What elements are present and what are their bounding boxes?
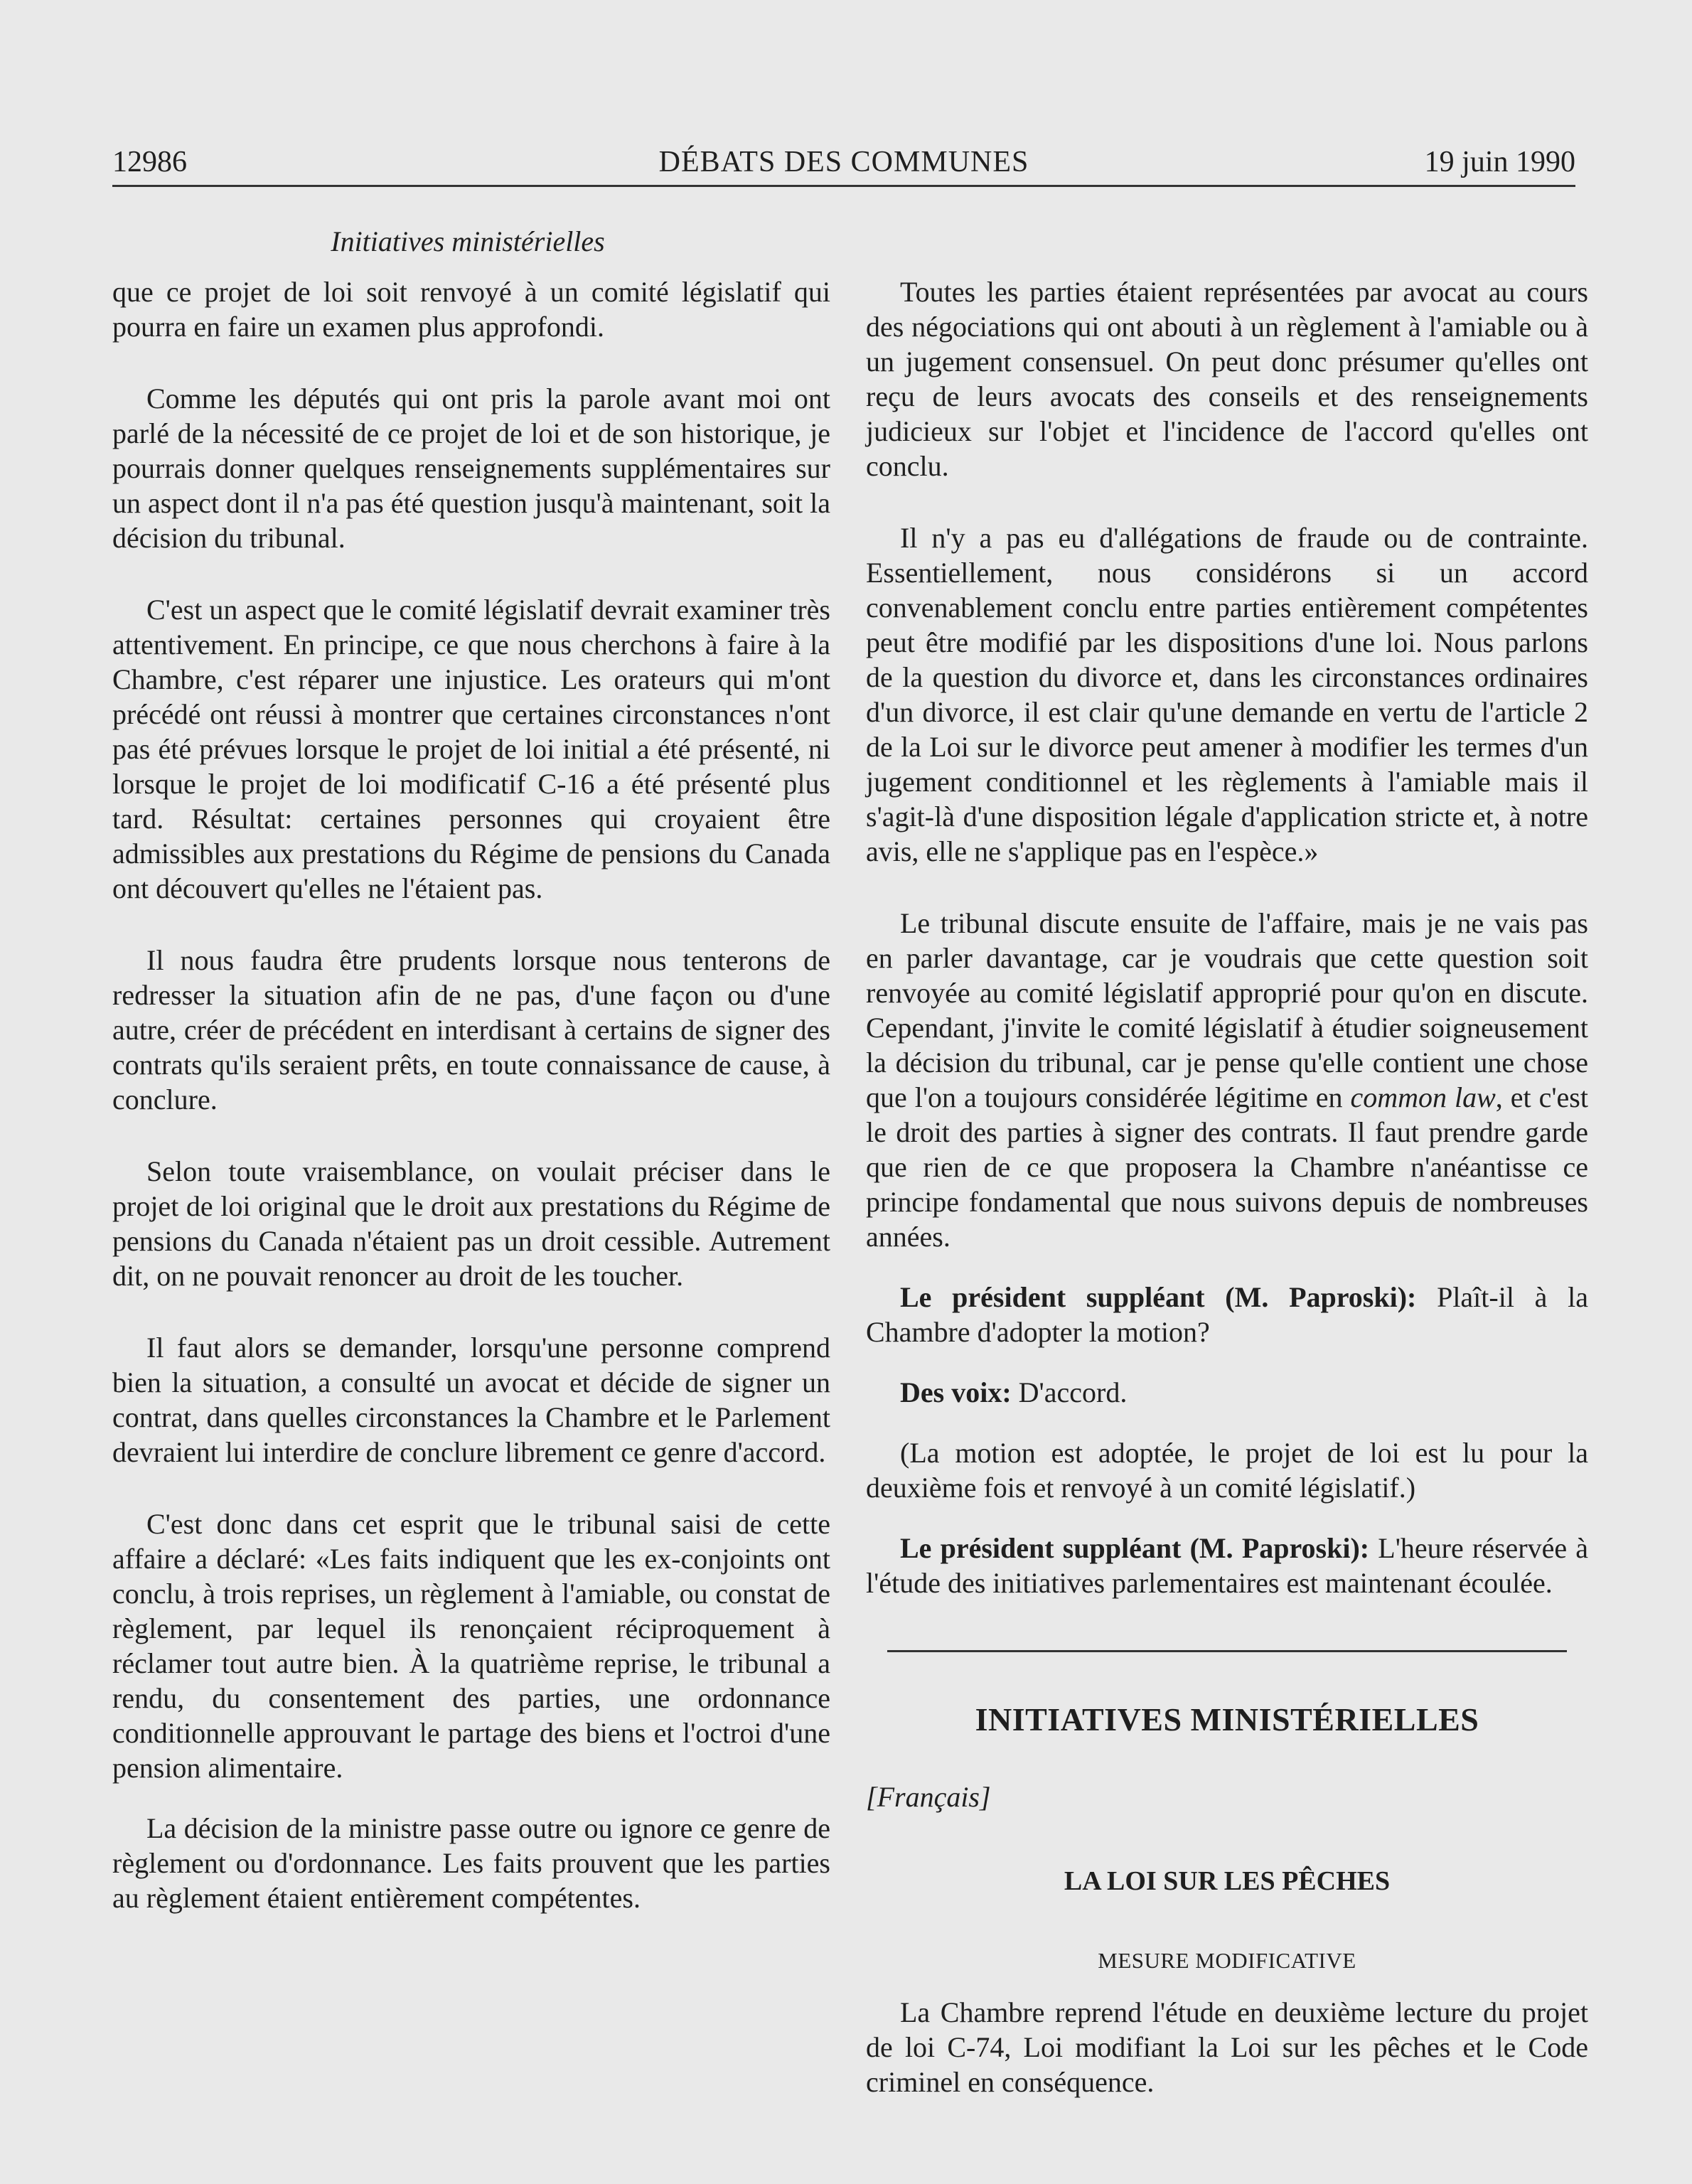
running-section-label: Initiatives ministérielles <box>331 225 605 257</box>
paragraph: Selon toute vraisemblance, on voulait préciser dans le projet de loi original que le droit aux prestations du Régime de pensions du Canada n'étaient pas un droit cessible. Autrement dit, on ne pouvait renoncer au droit de les toucher. <box>112 1155 830 1292</box>
speech-text: D'accord. <box>1011 1376 1128 1408</box>
speaker-name: Des voix: <box>900 1376 1012 1408</box>
paragraph: Il n'y a pas eu d'allégations de fraude ou de contrainte. Essentiellement, nous considérons si un accord convenablement conclu entre parties entièrement compétentes peut être modifié par les dispositions d'une loi. Nous parlons de la question du divorce et, dans les circonstances ordinaires d'un divorce, il est clair qu'une demande en vertu de l'article 2 de la Loi sur le divorce peut amener à modifier les termes d'un jugement conditionnel et les règlements à l'amiable mais il s'agit-là d'une disposition légale d'application stricte et, à notre avis, elle ne s'applique pas en l'espèce.» <box>866 522 1588 867</box>
publication-date: 19 juin 1990 <box>1424 146 1575 178</box>
speech-text: L'heure réservée à l'étude des initiatives parlementaires est maintenant écoulée. <box>866 1532 1588 1599</box>
right-column <box>866 274 1588 2136</box>
text-run: Le tribunal discute ensuite de l'affaire, mais je ne vais pas en parler davantage, car je voudrais que cette question soit renvoyée au comité législatif approprié pour qu'on en discute. Cependant, j'invite le comité législatif à étudier soigneusement la décision du tribunal, car je pense qu'elle contient une chose que l'on a toujours considérée légitime en <box>866 907 1588 1113</box>
speaker-statement <box>866 1375 1588 1410</box>
speaker-name: Le président suppléant (M. Paproski): <box>900 1281 1417 1313</box>
paragraph: C'est un aspect que le comité législatif devrait examiner très attentivement. En principe, ce que nous cherchons à faire à la Chambre, c'est réparer une injustice. Les orateurs qui m'ont précédé ont réussi à montrer que certaines circonstances n'ont pas été prévues lorsque le projet de loi initial a été présenté, ni lorsque le projet de loi modificatif C-16 a été présenté plus tard. Résultat: certaines personnes qui croyaient être admissibles aux prestations du Régime de pensions du Canada ont découvert qu'elles ne l'étaient pas. <box>112 594 830 904</box>
motion-result: (La motion est adoptée, le projet de loi est lu pour la deuxième fois et renvoyé à un comité législatif.) <box>866 1437 1588 1504</box>
italic-term: common law <box>1350 1081 1496 1113</box>
language-tag: [Français] <box>866 1781 991 1813</box>
speaker-statement <box>866 1280 1588 1349</box>
paragraph: Toutes les parties étaient représentées par avocat au cours des négociations qui ont abouti à un règlement à l'amiable ou à un jugement consensuel. On peut donc présumer qu'elles ont reçu de leurs avocats des conseils et des renseignements judicieux sur l'objet et l'incidence de l'accord qu'elles ont conclu. <box>866 276 1588 482</box>
page-number: 12986 <box>112 146 187 178</box>
bill-subheading: MESURE MODIFICATIVE <box>1098 1948 1356 1973</box>
page-header <box>112 145 1575 187</box>
speaker-statement <box>866 1531 1588 1600</box>
paragraph: C'est donc dans cet esprit que le tribunal saisi de cette affaire a déclaré: «Les faits indiquent que les ex-conjoints ont conclu, à trois reprises, un règlement à l'amiable, ou constat de règlement, par lequel ils renonçaient réciproquement à réclamer tout autre bien. À la quatrième reprise, le tribunal a rendu, du consentement des parties, une ordonnance conditionnelle approuvant le partage des biens et l'octroi d'une pension alimentaire. <box>112 1508 830 1784</box>
paragraph: La Chambre reprend l'étude en deuxième lecture du projet de loi C-74, Loi modifiant la Loi sur les pêches et le Code criminel en conséquence. <box>866 1996 1588 2098</box>
left-column <box>112 274 830 1952</box>
section-divider <box>887 1650 1567 1652</box>
paragraph: Il nous faudra être prudents lorsque nous tenterons de redresser la situation afin de ne pas, d'une façon ou d'une autre, créer de précédent en interdisant à certains de signer des contrats qu'ils seraient prêts, en toute connaissance de cause, à conclure. <box>112 944 830 1115</box>
paragraph: Il faut alors se demander, lorsqu'une personne comprend bien la situation, a consulté un avocat et décide de signer un contrat, dans quelles circonstances la Chambre et le Parlement devraient lui interdire de conclure librement ce genre d'accord. <box>112 1332 830 1468</box>
paragraph: Comme les députés qui ont pris la parole avant moi ont parlé de la nécessité de ce projet de loi et de son historique, je pourrais donner quelques renseignements supplémentaires sur un aspect dont il n'a pas été question jusqu'à maintenant, soit la décision du tribunal. <box>112 382 830 554</box>
publication-title: DÉBATS DES COMMUNES <box>658 146 1029 178</box>
text-run: , et c'est le droit des parties à signer des contrats. Il faut prendre garde que rien de ce que proposera la Chambre n'anéantisse ce principe fondamental que nous suivons depuis de nombreuses années. <box>866 1081 1588 1253</box>
speaker-name: Le président suppléant (M. Paproski): <box>900 1532 1370 1564</box>
bill-heading: LA LOI SUR LES PÊCHES <box>1064 1866 1391 1896</box>
paragraph <box>866 906 1588 1254</box>
paragraph: que ce projet de loi soit renvoyé à un comité législatif qui pourra en faire un examen plus approfondi. <box>112 276 830 343</box>
section-heading: INITIATIVES MINISTÉRIELLES <box>975 1701 1479 1738</box>
speech-text: Plaît-il à la Chambre d'adopter la motion? <box>866 1281 1588 1348</box>
paragraph: La décision de la ministre passe outre ou ignore ce genre de règlement ou d'ordonnance. Les faits prouvent que les parties au règlement étaient entièrement compétentes. <box>112 1812 830 1914</box>
